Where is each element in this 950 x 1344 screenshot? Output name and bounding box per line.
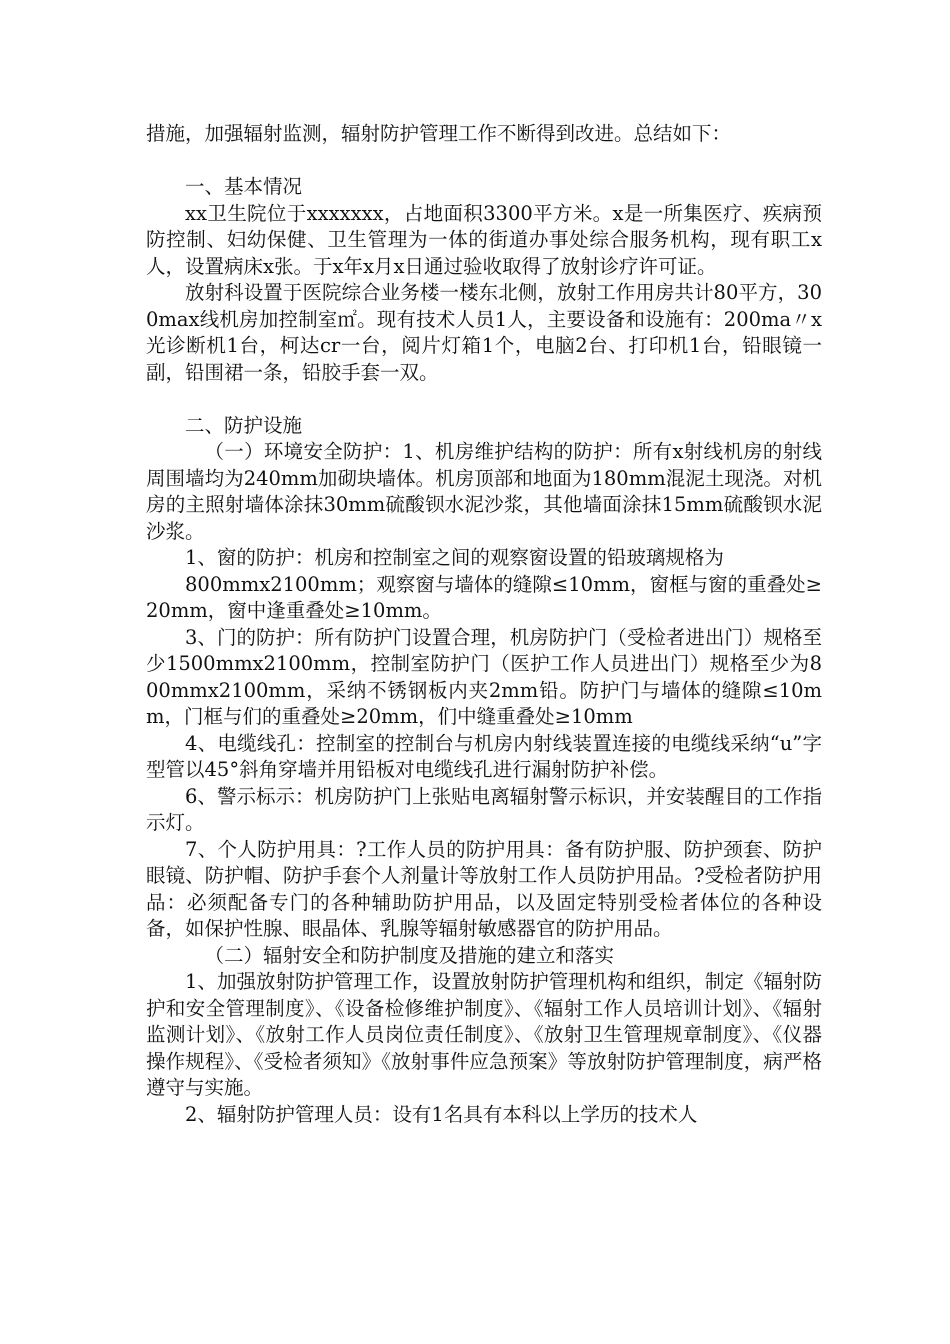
blank-line bbox=[146, 386, 822, 413]
heading-safety-system: （二）辐射安全和防护制度及措施的建立和落实 bbox=[204, 943, 615, 967]
paragraph-window-protection: 1、窗的防护：机房和控制室之间的观察窗设置的铅玻璃规格为 bbox=[185, 546, 724, 569]
paragraph-door-protection: 3、门的防护：所有防护门设置合理，机房防护门（受检者进出门）规格至少1500mmx2100mm，控制室防护门（医护工作人员进出门）规格至少为800mmx2100mm，采纳不锈钢板内夹2mm铅。防护门与墙体的缝隙≤10mm，门框与们的重叠处≥20mm，们中缝重叠处≥10mm bbox=[146, 625, 822, 728]
heading-protection-facilities: 二、防护设施 bbox=[185, 413, 303, 437]
paragraph-management-rules: 1、加强放射防护管理工作，设置放射防护管理机构和组织，制定《辐射防护和安全管理制度》、《设备检修维护制度》、《辐射工作人员培训计划》、《辐射监测计划》、《放射工作人员岗位责任制度》、《放射卫生管理规章制度》、《仪器操作规程》、《受检者须知》《放射事件应急预案》等放射防护管理制度，病严格遵守与实施。 bbox=[146, 970, 822, 1099]
paragraph-radiology-dept: 放射科设置于医院综合业务楼一楼东北侧，放射工作用房共计80平方，300max线机房加控制室㎡。现有技术人员1人，主要设备和设施有：200ma〃x光诊断机1台，柯达cr一台，阅片灯箱1个，电脑2台、打印机1台，铅眼镜一副，铅围裙一条，铅胶手套一双。 bbox=[146, 281, 822, 384]
paragraph-warning-signs: 6、警示标示：机房防护门上张贴电离辐射警示标识，并安装醒目的工作指示灯。 bbox=[146, 784, 822, 834]
paragraph-environment-protection: （一）环境安全防护：1、机房维护结构的防护：所有x射线机房的射线周围墙均为240mm加砌块墙体。机房顶部和地面为180mm混泥土现浇。对机房的主照射墙体涂抹30mm硫酸钡水泥沙浆，其他墙面涂抹15mm硫酸钡水泥沙浆。 bbox=[146, 440, 822, 543]
paragraph-management-staff: 2、辐射防护管理人员：设有1名具有本科以上学历的技术人 bbox=[185, 1102, 698, 1126]
paragraph-personal-protection: 7、个人防护用具：?工作人员的防护用具：备有防护服、防护颈套、防护眼镜、防护帽、防护手套个人剂量计等放射工作人员防护用品。?受检者防护用品：必须配备专门的各种辅助防护用品，以及固定特别受检者体位的各种设备，如保护性腺、眼晶体、乳腺等辐射敏感器官的防护用品。 bbox=[146, 837, 822, 940]
paragraph-window-specs: 800mmx2100mm；观察窗与墙体的缝隙≤10mm，窗框与窗的重叠处≥20mm，窗中逢重叠处≥10mm。 bbox=[146, 572, 822, 622]
heading-basic-situation: 一、基本情况 bbox=[185, 175, 303, 198]
document-body bbox=[146, 121, 822, 1128]
paragraph-cable-holes: 4、电缆线孔：控制室的控制台与机房内射线装置连接的电缆线采纳“u”字型管以45°斜角穿墙并用铅板对电缆线孔进行漏射防护补偿。 bbox=[146, 731, 822, 781]
blank-line bbox=[146, 148, 822, 175]
paragraph-intro: 措施，加强辐射监测，辐射防护管理工作不断得到改进。总结如下： bbox=[146, 122, 732, 145]
paragraph-basic-info: xx卫生院位于xxxxxxx，占地面积3300平方米。x是一所集医疗、疾病预防控制、妇幼保健、卫生管理为一体的街道办事处综合服务机构，现有职工x人，设置病床x张。于x年x月x日通过验收取得了放射诊疗许可证。 bbox=[146, 201, 822, 278]
